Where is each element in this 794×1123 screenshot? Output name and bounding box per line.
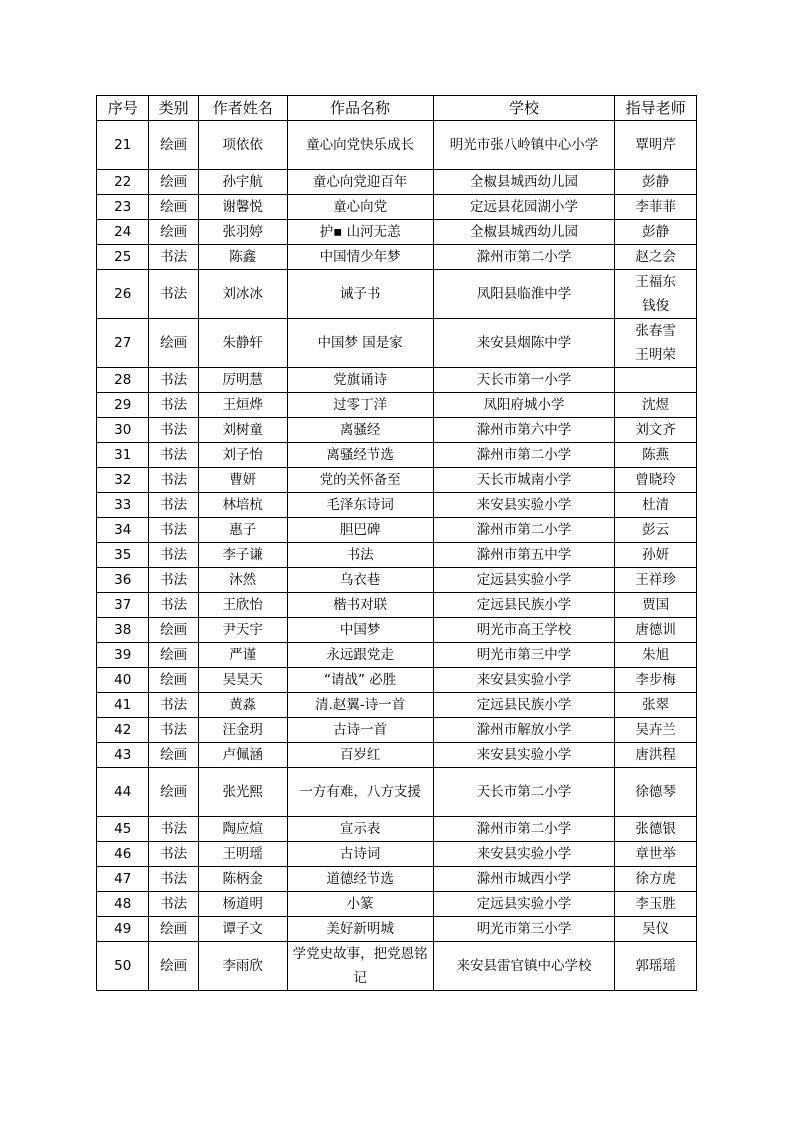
cell-teacher bbox=[615, 195, 697, 220]
cell-teacher bbox=[615, 743, 697, 768]
table-row bbox=[97, 718, 697, 743]
cell-category: 书法 bbox=[149, 593, 198, 618]
teacher-name: 陈燕 bbox=[642, 447, 670, 463]
cell-teacher bbox=[615, 668, 697, 693]
cell-author: 黄淼 bbox=[198, 693, 287, 718]
cell-no: 33 bbox=[97, 493, 149, 518]
cell-teacher bbox=[615, 368, 697, 393]
cell-no: 38 bbox=[97, 618, 149, 643]
table-row bbox=[97, 170, 697, 195]
table-row bbox=[97, 418, 697, 443]
cell-no: 27 bbox=[97, 319, 149, 368]
cell-no: 36 bbox=[97, 568, 149, 593]
cell-teacher bbox=[615, 270, 697, 319]
table-row bbox=[97, 618, 697, 643]
teacher-name: 张翠 bbox=[642, 697, 670, 713]
cell-teacher bbox=[615, 593, 697, 618]
cell-category: 书法 bbox=[149, 867, 198, 892]
table-row bbox=[97, 817, 697, 842]
cell-school: 明光市第三小学 bbox=[433, 917, 615, 942]
cell-school: 滁州市城西小学 bbox=[433, 867, 615, 892]
cell-work: 书法 bbox=[287, 543, 433, 568]
cell-category: 绘画 bbox=[149, 319, 198, 368]
table-row bbox=[97, 743, 697, 768]
table-row bbox=[97, 543, 697, 568]
table-row bbox=[97, 643, 697, 668]
cell-school: 天长市第一小学 bbox=[433, 368, 615, 393]
teacher-name: 彭静 bbox=[642, 174, 670, 190]
cell-author: 严谨 bbox=[198, 643, 287, 668]
teacher-name: 曾晓玲 bbox=[635, 472, 676, 488]
teacher-name: 王明荣 bbox=[635, 347, 676, 363]
cell-school: 天长市城南小学 bbox=[433, 468, 615, 493]
cell-school: 来安县实验小学 bbox=[433, 743, 615, 768]
cell-author: 陈鑫 bbox=[198, 245, 287, 270]
cell-author: 卢佩涵 bbox=[198, 743, 287, 768]
cell-school: 来安县实验小学 bbox=[433, 842, 615, 867]
table-row bbox=[97, 493, 697, 518]
table-row bbox=[97, 593, 697, 618]
table-body bbox=[97, 121, 697, 991]
teacher-name: 杜清 bbox=[642, 497, 670, 513]
cell-school: 滁州市第二小学 bbox=[433, 518, 615, 543]
cell-author: 尹天宇 bbox=[198, 618, 287, 643]
teacher-name: 吴卉兰 bbox=[635, 722, 676, 738]
table-row bbox=[97, 892, 697, 917]
teacher-name: 朱旭 bbox=[642, 647, 670, 663]
cell-school: 滁州市第五中学 bbox=[433, 543, 615, 568]
table-row bbox=[97, 270, 697, 319]
cell-category: 绘画 bbox=[149, 643, 198, 668]
cell-work: 百岁红 bbox=[287, 743, 433, 768]
cell-category: 书法 bbox=[149, 468, 198, 493]
cell-teacher bbox=[615, 245, 697, 270]
teacher-name: 徐德琴 bbox=[635, 784, 676, 800]
cell-no: 42 bbox=[97, 718, 149, 743]
cell-no: 22 bbox=[97, 170, 149, 195]
table-row bbox=[97, 518, 697, 543]
cell-work: “请战” 必胜 bbox=[287, 668, 433, 693]
cell-school: 明光市第三中学 bbox=[433, 643, 615, 668]
header-category: 类别 bbox=[149, 96, 198, 121]
cell-work: 美好新明城 bbox=[287, 917, 433, 942]
cell-work: 中国梦 bbox=[287, 618, 433, 643]
cell-work: 离骚经节选 bbox=[287, 443, 433, 468]
cell-school: 来安县雷官镇中心学校 bbox=[433, 942, 615, 991]
cell-no: 21 bbox=[97, 121, 149, 170]
teacher-name: 钱俊 bbox=[642, 298, 670, 314]
teacher-name: 唐德训 bbox=[635, 622, 676, 638]
cell-teacher bbox=[615, 443, 697, 468]
table-row bbox=[97, 220, 697, 245]
cell-no: 40 bbox=[97, 668, 149, 693]
cell-teacher bbox=[615, 319, 697, 368]
cell-no: 29 bbox=[97, 393, 149, 418]
teacher-name: 王祥珍 bbox=[635, 572, 676, 588]
cell-work: 童心向党迎百年 bbox=[287, 170, 433, 195]
cell-category: 书法 bbox=[149, 718, 198, 743]
cell-no: 46 bbox=[97, 842, 149, 867]
cell-category: 绘画 bbox=[149, 917, 198, 942]
cell-school: 来安县实验小学 bbox=[433, 493, 615, 518]
cell-teacher bbox=[615, 892, 697, 917]
teacher-name: 徐方虎 bbox=[635, 871, 676, 887]
cell-author: 谭子文 bbox=[198, 917, 287, 942]
cell-school: 定远县花园湖小学 bbox=[433, 195, 615, 220]
cell-work: 古诗词 bbox=[287, 842, 433, 867]
table-row bbox=[97, 668, 697, 693]
cell-category: 书法 bbox=[149, 493, 198, 518]
cell-author: 项依依 bbox=[198, 121, 287, 170]
cell-no: 26 bbox=[97, 270, 149, 319]
cell-work: 护▪ 山河无恙 bbox=[287, 220, 433, 245]
cell-category: 书法 bbox=[149, 568, 198, 593]
cell-author: 惠子 bbox=[198, 518, 287, 543]
cell-school: 滁州市第二小学 bbox=[433, 443, 615, 468]
table-row bbox=[97, 468, 697, 493]
cell-author: 林培杭 bbox=[198, 493, 287, 518]
cell-author: 孙宇航 bbox=[198, 170, 287, 195]
cell-category: 绘画 bbox=[149, 618, 198, 643]
cell-teacher bbox=[615, 718, 697, 743]
cell-no: 50 bbox=[97, 942, 149, 991]
cell-category: 绘画 bbox=[149, 195, 198, 220]
cell-work: 学党史故事，把党恩铭记 bbox=[287, 942, 433, 991]
cell-no: 44 bbox=[97, 768, 149, 817]
header-no: 序号 bbox=[97, 96, 149, 121]
cell-category: 书法 bbox=[149, 518, 198, 543]
cell-school: 天长市第二小学 bbox=[433, 768, 615, 817]
cell-teacher bbox=[615, 693, 697, 718]
table-row bbox=[97, 942, 697, 991]
cell-school: 滁州市解放小学 bbox=[433, 718, 615, 743]
table-header-row bbox=[97, 96, 697, 121]
cell-author: 谢馨悦 bbox=[198, 195, 287, 220]
cell-school: 明光市高王学校 bbox=[433, 618, 615, 643]
cell-no: 47 bbox=[97, 867, 149, 892]
cell-category: 书法 bbox=[149, 817, 198, 842]
cell-category: 绘画 bbox=[149, 743, 198, 768]
cell-teacher bbox=[615, 493, 697, 518]
cell-category: 书法 bbox=[149, 270, 198, 319]
table-row bbox=[97, 867, 697, 892]
cell-work: 胆巴碑 bbox=[287, 518, 433, 543]
cell-teacher bbox=[615, 842, 697, 867]
cell-no: 48 bbox=[97, 892, 149, 917]
cell-category: 书法 bbox=[149, 443, 198, 468]
cell-work: 楷书对联 bbox=[287, 593, 433, 618]
cell-category: 书法 bbox=[149, 245, 198, 270]
cell-no: 25 bbox=[97, 245, 149, 270]
cell-author: 曹妍 bbox=[198, 468, 287, 493]
cell-category: 绘画 bbox=[149, 768, 198, 817]
cell-category: 书法 bbox=[149, 693, 198, 718]
cell-teacher bbox=[615, 518, 697, 543]
cell-teacher bbox=[615, 543, 697, 568]
teacher-name: 唐洪程 bbox=[635, 747, 676, 763]
cell-author: 杨道明 bbox=[198, 892, 287, 917]
table-row bbox=[97, 368, 697, 393]
table-row bbox=[97, 443, 697, 468]
cell-work: 诫子书 bbox=[287, 270, 433, 319]
header-work: 作品名称 bbox=[287, 96, 433, 121]
cell-teacher bbox=[615, 817, 697, 842]
table-row bbox=[97, 768, 697, 817]
cell-no: 28 bbox=[97, 368, 149, 393]
cell-author: 刘子怡 bbox=[198, 443, 287, 468]
cell-no: 41 bbox=[97, 693, 149, 718]
table-row bbox=[97, 917, 697, 942]
table-row bbox=[97, 195, 697, 220]
cell-teacher bbox=[615, 917, 697, 942]
cell-school: 滁州市第二小学 bbox=[433, 817, 615, 842]
table-row bbox=[97, 842, 697, 867]
teacher-name: 张春雪 bbox=[635, 323, 676, 339]
cell-category: 绘画 bbox=[149, 121, 198, 170]
cell-school: 来安县实验小学 bbox=[433, 668, 615, 693]
cell-author: 厉明慧 bbox=[198, 368, 287, 393]
cell-school: 定远县实验小学 bbox=[433, 568, 615, 593]
cell-category: 绘画 bbox=[149, 942, 198, 991]
table-row bbox=[97, 245, 697, 270]
teacher-name: 彭云 bbox=[642, 522, 670, 538]
teacher-name: 李玉胜 bbox=[635, 896, 676, 912]
teacher-name: 李步梅 bbox=[635, 672, 676, 688]
cell-school: 凤阳府城小学 bbox=[433, 393, 615, 418]
cell-work: 永远跟党走 bbox=[287, 643, 433, 668]
header-teacher: 指导老师 bbox=[615, 96, 697, 121]
teacher-name: 章世举 bbox=[635, 846, 676, 862]
cell-teacher bbox=[615, 768, 697, 817]
cell-no: 45 bbox=[97, 817, 149, 842]
cell-school: 定远县实验小学 bbox=[433, 892, 615, 917]
cell-category: 绘画 bbox=[149, 668, 198, 693]
cell-work: 童心向党 bbox=[287, 195, 433, 220]
cell-author: 沐然 bbox=[198, 568, 287, 593]
teacher-name: 郭瑶瑶 bbox=[635, 958, 676, 974]
cell-no: 23 bbox=[97, 195, 149, 220]
cell-author: 陶应煊 bbox=[198, 817, 287, 842]
teacher-name: 张德银 bbox=[635, 821, 676, 837]
table-row bbox=[97, 121, 697, 170]
cell-author: 刘树童 bbox=[198, 418, 287, 443]
cell-school: 凤阳县临淮中学 bbox=[433, 270, 615, 319]
cell-author: 王明瑶 bbox=[198, 842, 287, 867]
cell-author: 刘冰冰 bbox=[198, 270, 287, 319]
cell-no: 35 bbox=[97, 543, 149, 568]
cell-no: 39 bbox=[97, 643, 149, 668]
cell-school: 全椒县城西幼儿园 bbox=[433, 220, 615, 245]
cell-category: 书法 bbox=[149, 892, 198, 917]
cell-no: 43 bbox=[97, 743, 149, 768]
cell-work: 小篆 bbox=[287, 892, 433, 917]
cell-no: 37 bbox=[97, 593, 149, 618]
cell-author: 吴昊天 bbox=[198, 668, 287, 693]
table-row bbox=[97, 319, 697, 368]
cell-work: 乌衣巷 bbox=[287, 568, 433, 593]
cell-teacher bbox=[615, 643, 697, 668]
cell-work: 毛泽东诗词 bbox=[287, 493, 433, 518]
teacher-name: 贾国 bbox=[642, 597, 670, 613]
cell-work: 中国情少年梦 bbox=[287, 245, 433, 270]
teacher-name: 王福东 bbox=[635, 274, 676, 290]
cell-no: 31 bbox=[97, 443, 149, 468]
cell-school: 滁州市第六中学 bbox=[433, 418, 615, 443]
cell-no: 34 bbox=[97, 518, 149, 543]
cell-teacher bbox=[615, 618, 697, 643]
cell-author: 陈柄金 bbox=[198, 867, 287, 892]
cell-teacher bbox=[615, 418, 697, 443]
cell-category: 书法 bbox=[149, 368, 198, 393]
cell-work: 过零丁洋 bbox=[287, 393, 433, 418]
cell-school: 全椒县城西幼儿园 bbox=[433, 170, 615, 195]
cell-teacher bbox=[615, 220, 697, 245]
table-row bbox=[97, 568, 697, 593]
cell-school: 来安县烟陈中学 bbox=[433, 319, 615, 368]
cell-category: 书法 bbox=[149, 393, 198, 418]
cell-no: 49 bbox=[97, 917, 149, 942]
cell-author: 王烜烨 bbox=[198, 393, 287, 418]
cell-work: 古诗一首 bbox=[287, 718, 433, 743]
cell-school: 滁州市第二小学 bbox=[433, 245, 615, 270]
cell-teacher bbox=[615, 170, 697, 195]
cell-no: 24 bbox=[97, 220, 149, 245]
cell-category: 书法 bbox=[149, 543, 198, 568]
teacher-name: 孙妍 bbox=[642, 547, 670, 563]
header-school: 学校 bbox=[433, 96, 615, 121]
cell-school: 明光市张八岭镇中心小学 bbox=[433, 121, 615, 170]
teacher-name: 覃明芹 bbox=[635, 137, 676, 153]
cell-category: 书法 bbox=[149, 418, 198, 443]
cell-category: 书法 bbox=[149, 842, 198, 867]
cell-work: 党的关怀备至 bbox=[287, 468, 433, 493]
cell-author: 李雨欣 bbox=[198, 942, 287, 991]
cell-no: 32 bbox=[97, 468, 149, 493]
cell-work: 一方有难，八方支援 bbox=[287, 768, 433, 817]
cell-category: 绘画 bbox=[149, 220, 198, 245]
cell-work: 党旗诵诗 bbox=[287, 368, 433, 393]
award-table bbox=[96, 95, 697, 991]
cell-teacher bbox=[615, 121, 697, 170]
cell-category: 绘画 bbox=[149, 170, 198, 195]
cell-work: 清.赵翼-诗一首 bbox=[287, 693, 433, 718]
teacher-name: 刘文齐 bbox=[635, 422, 676, 438]
teacher-name: 赵之会 bbox=[635, 249, 676, 265]
teacher-name: 李菲菲 bbox=[635, 199, 676, 215]
header-author: 作者姓名 bbox=[198, 96, 287, 121]
cell-author: 朱静轩 bbox=[198, 319, 287, 368]
cell-school: 定远县民族小学 bbox=[433, 693, 615, 718]
cell-author: 张光熙 bbox=[198, 768, 287, 817]
cell-author: 王欣怡 bbox=[198, 593, 287, 618]
cell-teacher bbox=[615, 942, 697, 991]
cell-work: 离骚经 bbox=[287, 418, 433, 443]
cell-work: 道德经节选 bbox=[287, 867, 433, 892]
teacher-name: 吴仪 bbox=[642, 921, 670, 937]
teacher-name: 沈煜 bbox=[642, 397, 670, 413]
cell-no: 30 bbox=[97, 418, 149, 443]
table-row bbox=[97, 393, 697, 418]
cell-author: 汪金玥 bbox=[198, 718, 287, 743]
cell-author: 李子谦 bbox=[198, 543, 287, 568]
cell-teacher bbox=[615, 393, 697, 418]
table-row bbox=[97, 693, 697, 718]
cell-school: 定远县民族小学 bbox=[433, 593, 615, 618]
cell-author: 张羽婷 bbox=[198, 220, 287, 245]
cell-work: 宣示表 bbox=[287, 817, 433, 842]
cell-teacher bbox=[615, 867, 697, 892]
cell-teacher bbox=[615, 568, 697, 593]
teacher-name: 彭静 bbox=[642, 224, 670, 240]
cell-teacher bbox=[615, 468, 697, 493]
cell-work: 童心向党快乐成长 bbox=[287, 121, 433, 170]
cell-work: 中国梦 国是家 bbox=[287, 319, 433, 368]
